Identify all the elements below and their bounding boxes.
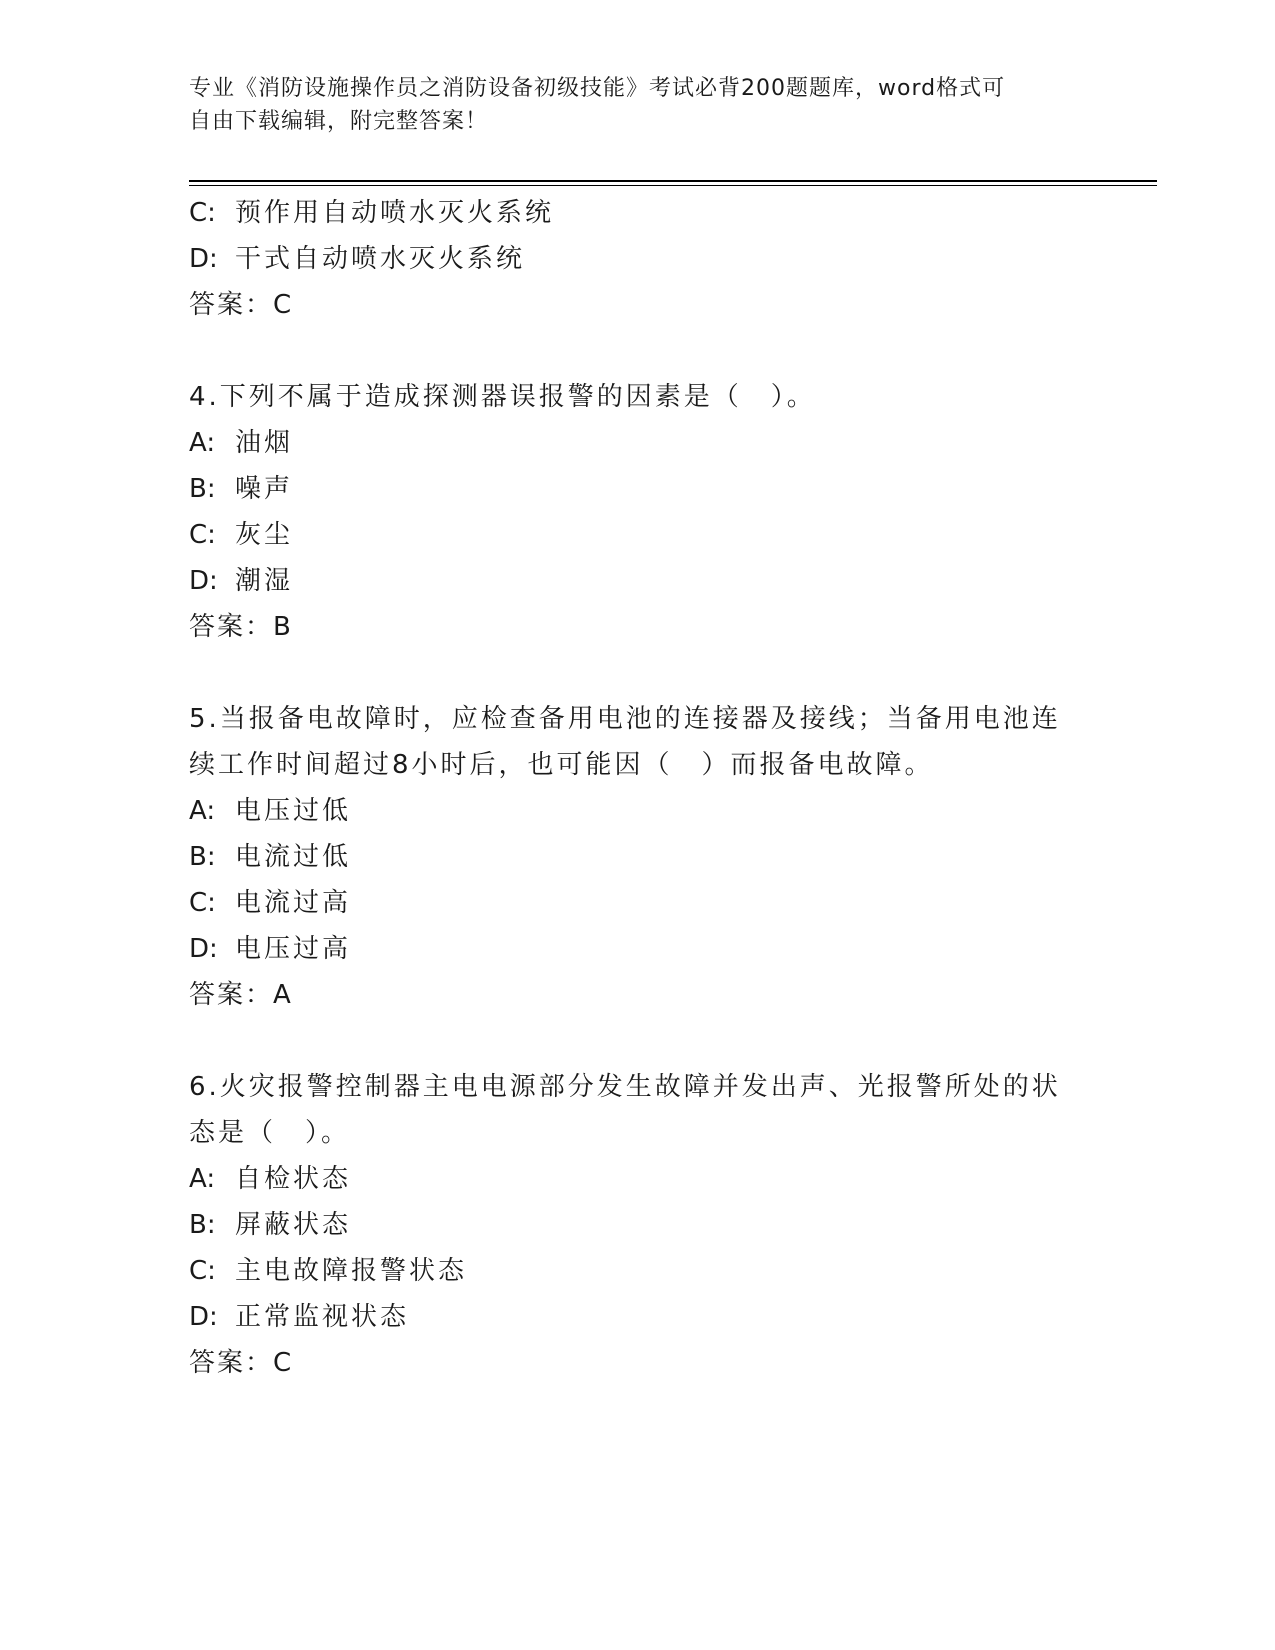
question-stem-line-2: 续工作时间超过8小时后，也可能因（ ）而报备电故障。 [189, 750, 934, 780]
header-line-2: 自由下载编辑，附完整答案！ [189, 109, 489, 134]
option-c [189, 512, 1089, 558]
question-5 [189, 696, 1089, 1018]
option-c [189, 190, 1089, 236]
option-key: B: [189, 1210, 216, 1240]
option-text: 正常监视状态 [235, 1302, 410, 1332]
option-key: A: [189, 1164, 216, 1194]
option-key: B: [189, 474, 216, 504]
option-c [189, 1248, 1089, 1294]
option-b [189, 466, 1089, 512]
option-b [189, 834, 1089, 880]
answer-line: 答案：A [189, 980, 293, 1010]
spacer [189, 650, 1089, 696]
option-key: D: [189, 244, 218, 274]
question-4 [189, 374, 1089, 650]
option-key: B: [189, 842, 216, 872]
option-a [189, 420, 1089, 466]
question-list [189, 190, 1089, 1386]
header-rule-thin [189, 185, 1157, 186]
option-b [189, 1202, 1089, 1248]
option-d [189, 1294, 1089, 1340]
option-text: 自检状态 [235, 1164, 352, 1194]
option-text: 灰尘 [235, 520, 294, 550]
option-text: 电压过低 [235, 796, 352, 826]
option-a [189, 788, 1089, 834]
option-d [189, 926, 1089, 972]
option-key: C: [189, 520, 216, 550]
option-text: 噪声 [235, 474, 294, 504]
question-3-tail [189, 190, 1089, 328]
question-stem-line-2: 态是（ ）。 [189, 1118, 351, 1148]
option-key: C: [189, 888, 216, 918]
question-stem-line-1: 5.当报备电故障时，应检查备用电池的连接器及接线；当备用电池连 [189, 704, 1061, 734]
header-line-1: 专业《消防设施操作员之消防设备初级技能》考试必背200题题库，word格式可 [189, 76, 1006, 101]
option-text: 屏蔽状态 [235, 1210, 352, 1240]
question-stem: 4.下列不属于造成探测器误报警的因素是（ ）。 [189, 382, 816, 412]
answer-line: 答案：B [189, 612, 293, 642]
option-d [189, 558, 1089, 604]
document-header [189, 72, 1069, 138]
question-6 [189, 1064, 1089, 1386]
option-key: C: [189, 198, 216, 228]
header-rule-thick [189, 180, 1157, 182]
option-text: 潮湿 [235, 566, 294, 596]
option-text: 预作用自动喷水灭火系统 [235, 198, 555, 228]
option-key: A: [189, 428, 216, 458]
option-key: D: [189, 1302, 218, 1332]
spacer [189, 1018, 1089, 1064]
option-key: C: [189, 1256, 216, 1286]
option-text: 主电故障报警状态 [235, 1256, 468, 1286]
option-text: 干式自动喷水灭火系统 [235, 244, 526, 274]
spacer [189, 328, 1089, 374]
option-c [189, 880, 1089, 926]
option-key: D: [189, 934, 218, 964]
answer-line: 答案：C [189, 290, 294, 320]
option-text: 油烟 [235, 428, 294, 458]
option-key: A: [189, 796, 216, 826]
option-d [189, 236, 1089, 282]
option-text: 电流过高 [235, 888, 352, 918]
option-a [189, 1156, 1089, 1202]
question-stem-line-1: 6.火灾报警控制器主电电源部分发生故障并发出声、光报警所处的状 [189, 1072, 1061, 1102]
answer-line: 答案：C [189, 1348, 294, 1378]
option-key: D: [189, 566, 218, 596]
option-text: 电压过高 [235, 934, 352, 964]
option-text: 电流过低 [235, 842, 352, 872]
